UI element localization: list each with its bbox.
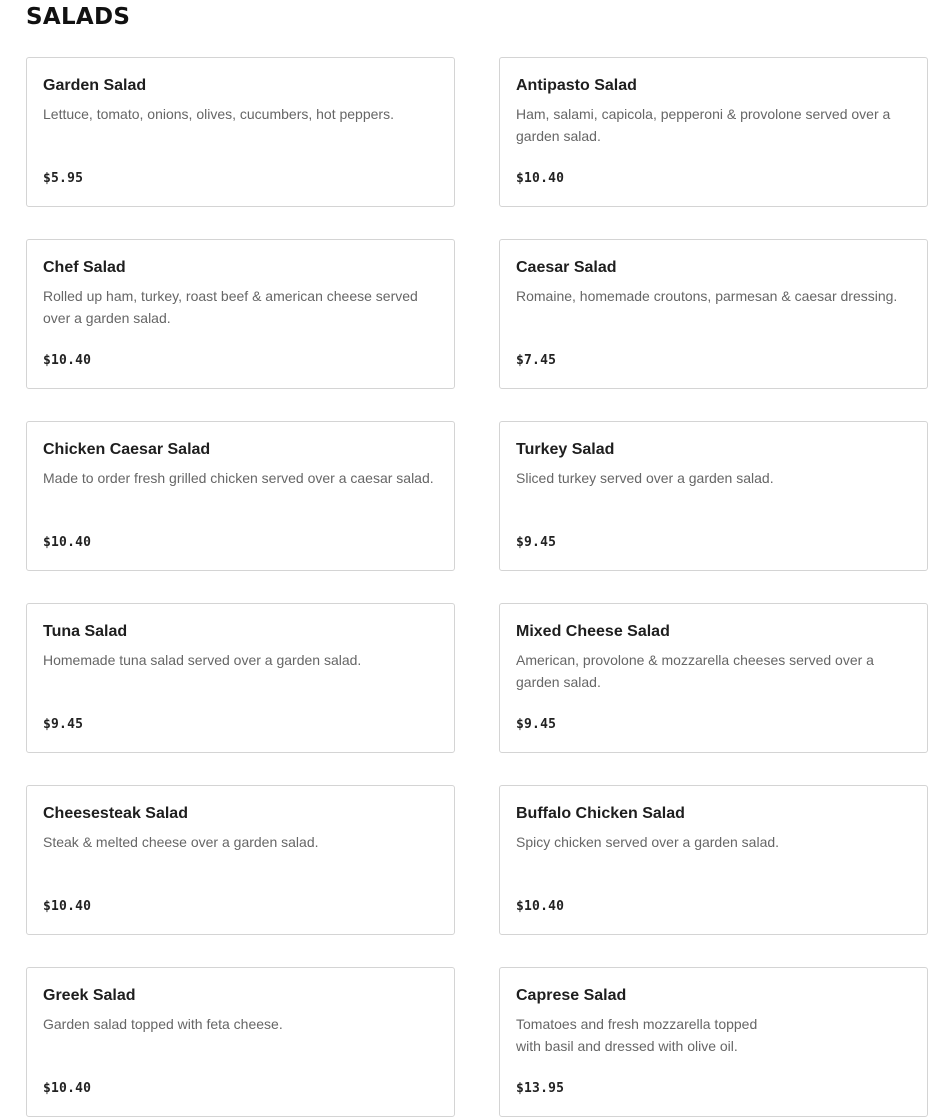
menu-item-name: Garden Salad: [43, 77, 147, 94]
menu-item-name: Mixed Cheese Salad: [516, 623, 670, 640]
menu-item-card[interactable]: [499, 239, 928, 389]
menu-item-price: $9.45: [516, 535, 557, 550]
menu-item-name: Tuna Salad: [43, 623, 128, 640]
menu-item-price: $10.40: [43, 353, 92, 368]
menu-grid: [26, 57, 928, 1117]
menu-item-description: Steak & melted cheese over a garden salad.: [43, 834, 319, 850]
menu-item-description: Tomatoes and fresh mozzarella topped with basil and dressed with olive oil.: [516, 1016, 758, 1054]
section-title: SALADS: [26, 4, 131, 30]
menu-item-price: $7.45: [516, 353, 557, 368]
menu-item-description: Spicy chicken served over a garden salad.: [516, 834, 780, 850]
menu-item-card[interactable]: [26, 421, 455, 571]
menu-item-name: Greek Salad: [43, 987, 136, 1004]
menu-item-card[interactable]: [26, 785, 455, 935]
menu-item-card[interactable]: [26, 603, 455, 753]
menu-item-description: Ham, salami, capicola, pepperoni & provolone served over a garden salad.: [516, 106, 891, 144]
menu-item-price: $10.40: [43, 899, 92, 914]
menu-item-card[interactable]: [499, 57, 928, 207]
menu-item-description: Rolled up ham, turkey, roast beef & american cheese served over a garden salad.: [43, 288, 418, 326]
menu-item-card[interactable]: [26, 239, 455, 389]
menu-item-name: Turkey Salad: [516, 441, 615, 458]
menu-item-price: $5.95: [43, 171, 84, 186]
menu-item-description: Sliced turkey served over a garden salad.: [516, 470, 774, 486]
menu-item-price: $10.40: [516, 171, 565, 186]
menu-item-price: $9.45: [516, 717, 557, 732]
menu-item-price: $9.45: [43, 717, 84, 732]
menu-item-name: Caprese Salad: [516, 987, 627, 1004]
menu-item-card[interactable]: [26, 967, 455, 1117]
menu-item-name: Caesar Salad: [516, 259, 617, 276]
menu-item-description: Made to order fresh grilled chicken served over a caesar salad.: [43, 470, 434, 486]
menu-item-price: $13.95: [516, 1081, 565, 1096]
menu-item-price: $10.40: [43, 535, 92, 550]
menu-item-description: Romaine, homemade croutons, parmesan & caesar dressing.: [516, 288, 898, 304]
menu-item-description: Lettuce, tomato, onions, olives, cucumbers, hot peppers.: [43, 106, 394, 122]
menu-item-price: $10.40: [43, 1081, 92, 1096]
menu-item-card[interactable]: [26, 57, 455, 207]
menu-item-card[interactable]: [499, 603, 928, 753]
menu-item-description: American, provolone & mozzarella cheeses served over a garden salad.: [516, 652, 874, 690]
menu-item-description: Garden salad topped with feta cheese.: [43, 1016, 283, 1032]
menu-item-name: Antipasto Salad: [516, 77, 637, 94]
menu-item-description: Homemade tuna salad served over a garden salad.: [43, 652, 362, 668]
menu-item-name: Cheesesteak Salad: [43, 805, 188, 822]
menu-item-card[interactable]: [499, 421, 928, 571]
menu-item-name: Chicken Caesar Salad: [43, 441, 211, 458]
menu-item-name: Buffalo Chicken Salad: [516, 805, 685, 822]
menu-item-name: Chef Salad: [43, 259, 126, 276]
menu-item-card[interactable]: [499, 967, 928, 1117]
menu-item-price: $10.40: [516, 899, 565, 914]
menu-item-card[interactable]: [499, 785, 928, 935]
